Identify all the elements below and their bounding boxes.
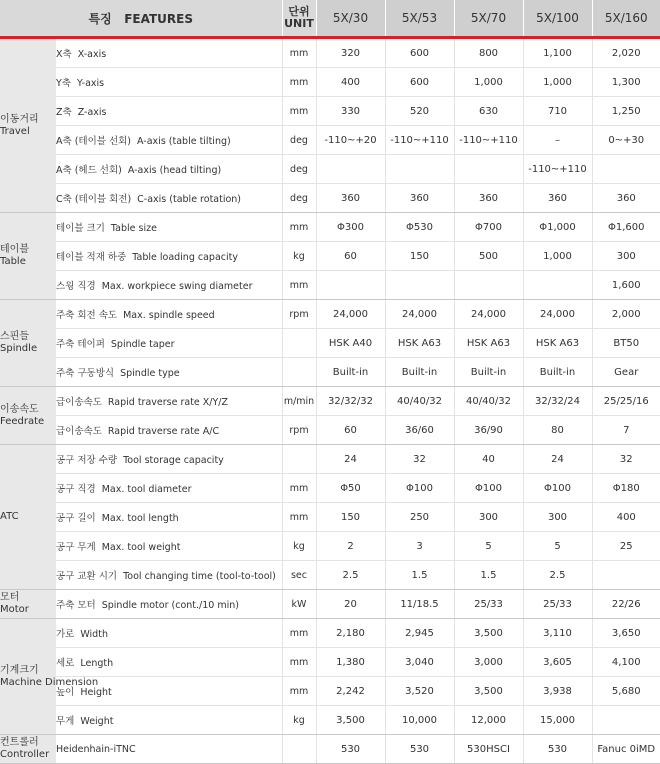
value-cell: 3,110 [523, 619, 592, 648]
value-cell: 1.5 [385, 561, 454, 590]
group-label-en: Travel [0, 125, 30, 137]
feature-label-ko: 가로 [56, 629, 75, 640]
table-row [0, 445, 660, 474]
group-label-ko: ATC [0, 511, 19, 522]
value-cell: 25/33 [523, 590, 592, 619]
table-row [0, 242, 660, 271]
value-cell: 2,945 [385, 619, 454, 648]
value-cell [523, 271, 592, 300]
feature-label-ko: Z축 [56, 107, 72, 118]
feature-label [56, 271, 282, 300]
value-cell: 25/33 [454, 590, 523, 619]
value-cell: 5,680 [592, 677, 660, 706]
table-row [0, 387, 660, 416]
value-cell: 2,020 [592, 38, 660, 68]
table-row [0, 648, 660, 677]
feature-label-en: Spindle taper [110, 339, 175, 350]
table-row [0, 590, 660, 619]
value-cell: Built-in [316, 358, 385, 387]
unit-cell [282, 735, 316, 764]
feature-label [56, 242, 282, 271]
value-cell: 300 [454, 503, 523, 532]
unit-cell: mm [282, 68, 316, 97]
value-cell: 600 [385, 68, 454, 97]
unit-cell: kW [282, 590, 316, 619]
table-row [0, 126, 660, 155]
group-label-en: Machine Dimension [0, 676, 99, 688]
value-cell: 530 [316, 735, 385, 764]
table-row [0, 735, 660, 764]
feature-label-ko: 무게 [56, 716, 75, 727]
table-row [0, 38, 660, 68]
value-cell: Built-in [523, 358, 592, 387]
value-cell: 300 [592, 242, 660, 271]
table-row [0, 329, 660, 358]
value-cell: Φ100 [454, 474, 523, 503]
value-cell: 3,040 [385, 648, 454, 677]
group-label [0, 387, 56, 445]
value-cell: 32 [592, 445, 660, 474]
group-label-ko: 스핀들 [0, 331, 29, 342]
value-cell: Φ100 [385, 474, 454, 503]
value-cell: 36/90 [454, 416, 523, 445]
group-label [0, 590, 56, 619]
value-cell: Φ1,600 [592, 213, 660, 242]
unit-cell [282, 358, 316, 387]
group-label [0, 213, 56, 300]
value-cell: 2.5 [316, 561, 385, 590]
feature-label-ko: 공구 직경 [56, 484, 96, 495]
feature-label-en: Max. spindle speed [123, 310, 215, 321]
value-cell: Φ1,000 [523, 213, 592, 242]
table-row [0, 532, 660, 561]
feature-label-en: Table size [110, 223, 157, 234]
group-label-en: Feedrate [0, 415, 45, 427]
value-cell: 5 [454, 532, 523, 561]
value-cell: Φ100 [523, 474, 592, 503]
model-header: 5X/70 [454, 0, 523, 38]
group-label-en: Spindle [0, 343, 38, 354]
feature-label-ko: 주축 테이퍼 [56, 339, 105, 350]
value-cell: 400 [316, 68, 385, 97]
feature-label-ko: 공구 무게 [56, 542, 96, 553]
feature-label-ko: 테이블 크기 [56, 223, 105, 234]
value-cell: 80 [523, 416, 592, 445]
value-cell: -110~+110 [523, 155, 592, 184]
table-row [0, 619, 660, 648]
value-cell: 3,938 [523, 677, 592, 706]
value-cell: 360 [316, 184, 385, 213]
feature-label-ko: 공구 길이 [56, 513, 96, 524]
value-cell: 40/40/32 [454, 387, 523, 416]
value-cell: Φ530 [385, 213, 454, 242]
feature-label-en: A-axis (head tilting) [127, 165, 222, 176]
value-cell: 36/60 [385, 416, 454, 445]
feature-label-en: Max. tool length [101, 513, 179, 524]
feature-label-en: Weight [80, 716, 114, 727]
table-row [0, 503, 660, 532]
feature-label-en: Tool changing time (tool-to-tool) [123, 571, 276, 582]
feature-label-en: Max. workpiece swing diameter [101, 281, 253, 292]
value-cell: 1,000 [454, 68, 523, 97]
value-cell: 24,000 [523, 300, 592, 329]
unit-header [282, 0, 316, 38]
value-cell: – [523, 126, 592, 155]
feature-label-ko: 주축 모터 [56, 600, 96, 611]
value-cell: 2,180 [316, 619, 385, 648]
value-cell: 600 [385, 38, 454, 68]
value-cell: 3,000 [454, 648, 523, 677]
unit-cell: kg [282, 706, 316, 735]
group-label [0, 445, 56, 590]
feature-label-en: C-axis (table rotation) [137, 194, 242, 205]
group-label-ko: 테이블 [0, 244, 29, 255]
table-row [0, 97, 660, 126]
value-cell: HSK A63 [385, 329, 454, 358]
value-cell: 530 [385, 735, 454, 764]
feature-label [56, 445, 282, 474]
unit-header-en: UNIT [284, 17, 314, 30]
unit-header-ko: 단위 [288, 5, 310, 18]
features-header-ko: 특징 [88, 11, 112, 26]
group-label-en: Motor [0, 604, 29, 615]
value-cell [592, 155, 660, 184]
feature-label-en: Tool storage capacity [123, 455, 224, 466]
table-row [0, 155, 660, 184]
feature-label [56, 416, 282, 445]
value-cell: HSK A63 [454, 329, 523, 358]
value-cell: 330 [316, 97, 385, 126]
unit-cell: deg [282, 155, 316, 184]
value-cell: Fanuc 0iMD [592, 735, 660, 764]
group-label-ko: 컨트롤러 [0, 737, 39, 748]
value-cell: 530 [523, 735, 592, 764]
value-cell: 520 [385, 97, 454, 126]
feature-label-en: Spindle type [120, 368, 180, 379]
feature-label-ko: 공구 교환 시기 [56, 571, 118, 582]
value-cell [316, 155, 385, 184]
value-cell: Φ300 [316, 213, 385, 242]
feature-label-en: Length [80, 658, 114, 669]
feature-label [56, 213, 282, 242]
value-cell: 400 [592, 503, 660, 532]
value-cell: 2,000 [592, 300, 660, 329]
spec-body [0, 38, 660, 764]
table-row [0, 474, 660, 503]
features-header-en: FEATURES [124, 11, 193, 26]
unit-cell: kg [282, 532, 316, 561]
feature-label [56, 735, 282, 764]
value-cell: 300 [523, 503, 592, 532]
unit-cell: mm [282, 213, 316, 242]
value-cell: 1,100 [523, 38, 592, 68]
feature-label [56, 387, 282, 416]
feature-label [56, 503, 282, 532]
value-cell: 24,000 [385, 300, 454, 329]
feature-label-en: Z-axis [77, 107, 107, 118]
value-cell: 60 [316, 416, 385, 445]
value-cell: 25/25/16 [592, 387, 660, 416]
feature-label [56, 619, 282, 648]
table-row [0, 677, 660, 706]
feature-label-en: Spindle motor (cont./10 min) [101, 600, 239, 611]
group-label-ko: 기계크기 [0, 664, 39, 676]
value-cell: HSK A63 [523, 329, 592, 358]
value-cell: 60 [316, 242, 385, 271]
value-cell: 20 [316, 590, 385, 619]
group-label [0, 38, 56, 213]
value-cell: 2.5 [523, 561, 592, 590]
value-cell: 250 [385, 503, 454, 532]
value-cell: 24,000 [316, 300, 385, 329]
value-cell: 24 [316, 445, 385, 474]
value-cell [385, 155, 454, 184]
value-cell: 24 [523, 445, 592, 474]
value-cell: 0~+30 [592, 126, 660, 155]
table-row [0, 706, 660, 735]
value-cell: 3,500 [316, 706, 385, 735]
feature-label [56, 648, 282, 677]
value-cell: 2 [316, 532, 385, 561]
group-label-en: Table [0, 256, 26, 267]
value-cell: 32/32/24 [523, 387, 592, 416]
value-cell: 800 [454, 38, 523, 68]
feature-label [56, 590, 282, 619]
value-cell: 4,100 [592, 648, 660, 677]
table-row [0, 213, 660, 242]
table-row [0, 184, 660, 213]
feature-label [56, 706, 282, 735]
feature-label-ko: 높이 [56, 687, 75, 698]
value-cell: 3 [385, 532, 454, 561]
unit-cell: mm [282, 677, 316, 706]
value-cell: 3,605 [523, 648, 592, 677]
model-header: 5X/53 [385, 0, 454, 38]
value-cell: 3,520 [385, 677, 454, 706]
feature-label-ko: C축 (테이블 회전) [56, 194, 132, 205]
value-cell: Φ700 [454, 213, 523, 242]
feature-label [56, 329, 282, 358]
feature-label-en: Heidenhain-iTNC [56, 743, 136, 755]
value-cell: Φ180 [592, 474, 660, 503]
value-cell: 12,000 [454, 706, 523, 735]
value-cell [592, 561, 660, 590]
value-cell: 10,000 [385, 706, 454, 735]
feature-label-ko: 테이블 적재 하중 [56, 252, 127, 263]
value-cell: 1,250 [592, 97, 660, 126]
value-cell: 7 [592, 416, 660, 445]
feature-label-en: Width [80, 629, 108, 640]
value-cell: Gear [592, 358, 660, 387]
group-label-en: Controller [0, 749, 50, 760]
value-cell: 630 [454, 97, 523, 126]
feature-label-ko: X축 [56, 49, 72, 60]
feature-label-en: Height [80, 687, 112, 698]
table-row [0, 300, 660, 329]
feature-label [56, 300, 282, 329]
unit-cell: mm [282, 648, 316, 677]
unit-cell: mm [282, 38, 316, 68]
feature-label-ko: A축 (테이블 선회) [56, 136, 132, 147]
feature-label-ko: 세로 [56, 658, 75, 669]
value-cell: 40/40/32 [385, 387, 454, 416]
value-cell: 3,650 [592, 619, 660, 648]
feature-label-en: Max. tool diameter [101, 484, 192, 495]
feature-label [56, 358, 282, 387]
value-cell: 24,000 [454, 300, 523, 329]
value-cell: 1,380 [316, 648, 385, 677]
feature-label-en: X-axis [77, 49, 107, 60]
value-cell: 3,500 [454, 619, 523, 648]
value-cell: 360 [385, 184, 454, 213]
value-cell: 360 [454, 184, 523, 213]
value-cell: 1,600 [592, 271, 660, 300]
value-cell: BT50 [592, 329, 660, 358]
feature-label-ko: 스윙 직경 [56, 281, 96, 292]
value-cell: 500 [454, 242, 523, 271]
group-label [0, 300, 56, 387]
feature-label [56, 126, 282, 155]
value-cell: 360 [523, 184, 592, 213]
value-cell: 150 [316, 503, 385, 532]
feature-label [56, 68, 282, 97]
table-row [0, 561, 660, 590]
feature-label-ko: 급이송속도 [56, 426, 102, 437]
unit-cell: kg [282, 242, 316, 271]
value-cell [454, 271, 523, 300]
feature-label [56, 184, 282, 213]
unit-cell: mm [282, 474, 316, 503]
feature-label [56, 561, 282, 590]
feature-label-ko: 주축 회전 속도 [56, 310, 118, 321]
value-cell [592, 706, 660, 735]
value-cell: 710 [523, 97, 592, 126]
value-cell: 32/32/32 [316, 387, 385, 416]
unit-cell: sec [282, 561, 316, 590]
model-header: 5X/100 [523, 0, 592, 38]
value-cell: 22/26 [592, 590, 660, 619]
unit-cell [282, 329, 316, 358]
feature-label [56, 474, 282, 503]
unit-cell: deg [282, 184, 316, 213]
unit-cell: mm [282, 619, 316, 648]
value-cell [385, 271, 454, 300]
feature-label-ko: Y축 [56, 78, 71, 89]
feature-label-ko: 공구 저장 수량 [56, 455, 118, 466]
unit-cell: mm [282, 97, 316, 126]
feature-label-en: Max. tool weight [101, 542, 181, 553]
value-cell: 360 [592, 184, 660, 213]
value-cell: 1,000 [523, 68, 592, 97]
value-cell [454, 155, 523, 184]
unit-cell: m/min [282, 387, 316, 416]
value-cell: 150 [385, 242, 454, 271]
table-row [0, 358, 660, 387]
group-label-ko: 모터 [0, 592, 20, 603]
value-cell: -110~+110 [385, 126, 454, 155]
feature-label-en: Rapid traverse rate A/C [107, 426, 220, 437]
value-cell: 1.5 [454, 561, 523, 590]
header-row [0, 0, 660, 38]
feature-label [56, 532, 282, 561]
feature-label-en: Y-axis [76, 78, 105, 89]
value-cell: 3,500 [454, 677, 523, 706]
model-header: 5X/160 [592, 0, 660, 38]
value-cell [316, 271, 385, 300]
value-cell: Built-in [454, 358, 523, 387]
model-header: 5X/30 [316, 0, 385, 38]
value-cell: -110~+20 [316, 126, 385, 155]
value-cell: 2,242 [316, 677, 385, 706]
table-row [0, 416, 660, 445]
feature-label [56, 155, 282, 184]
value-cell: Built-in [385, 358, 454, 387]
unit-cell [282, 445, 316, 474]
group-label-ko: 이동거리 [0, 113, 39, 125]
value-cell: 530HSCI [454, 735, 523, 764]
feature-label-en: A-axis (table tilting) [137, 136, 231, 147]
value-cell: 25 [592, 532, 660, 561]
value-cell: 320 [316, 38, 385, 68]
feature-label [56, 38, 282, 68]
value-cell: 15,000 [523, 706, 592, 735]
feature-label-ko: 주축 구동방식 [56, 368, 115, 379]
feature-label-en: Table loading capacity [132, 252, 238, 263]
group-label [0, 735, 56, 764]
value-cell: HSK A40 [316, 329, 385, 358]
feature-label-ko: A축 (헤드 선회) [56, 165, 122, 176]
unit-cell: rpm [282, 416, 316, 445]
value-cell: 32 [385, 445, 454, 474]
value-cell: 1,300 [592, 68, 660, 97]
unit-cell: rpm [282, 300, 316, 329]
table-row [0, 271, 660, 300]
value-cell: 40 [454, 445, 523, 474]
feature-label [56, 97, 282, 126]
value-cell: Φ50 [316, 474, 385, 503]
value-cell: 11/18.5 [385, 590, 454, 619]
features-header [0, 0, 282, 38]
value-cell: 1,000 [523, 242, 592, 271]
feature-label-en: Rapid traverse rate X/Y/Z [107, 397, 228, 408]
unit-cell: deg [282, 126, 316, 155]
table-row [0, 68, 660, 97]
unit-cell: mm [282, 503, 316, 532]
group-label-ko: 이송속도 [0, 403, 39, 415]
value-cell: -110~+110 [454, 126, 523, 155]
value-cell: 5 [523, 532, 592, 561]
unit-cell: mm [282, 271, 316, 300]
feature-label-ko: 급이송속도 [56, 397, 102, 408]
